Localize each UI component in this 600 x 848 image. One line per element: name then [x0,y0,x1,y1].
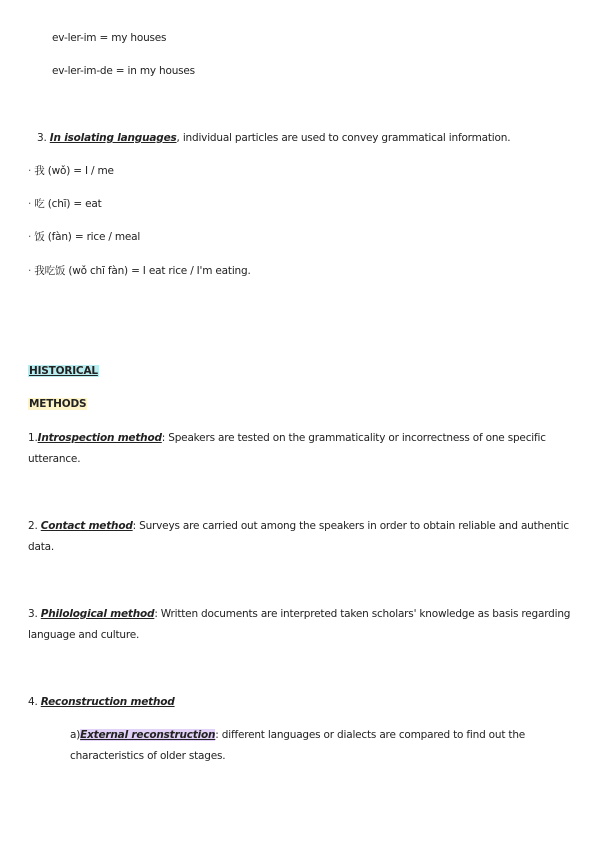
method-text: : Written documents are interpreted taken scholars' knowledge as basis regarding language and culture. [28,608,571,641]
isolating-languages-text: , individual particles are used to convey grammatical information. [176,132,511,144]
heading-historical [28,364,99,378]
method-term: Reconstruction method [40,696,175,708]
isolating-languages-paragraph [37,131,510,145]
list-number: 3. [37,132,47,144]
method-introspection [28,428,576,470]
chinese-example-text: 饭 (fàn) = rice / meal [34,231,141,243]
heading-methods-text: METHODS [29,398,87,410]
method-term: Contact method [40,520,133,532]
bullet: · [28,198,32,210]
example-line-2: ev-ler-im-de = in my houses [52,65,195,77]
method-contact [28,516,576,558]
external-reconstruction [70,725,570,767]
method-philological [28,604,576,646]
heading-historical-text: HISTORICAL [29,365,98,377]
heading-methods [28,397,87,411]
chinese-example-4 [28,264,251,278]
chinese-example-3 [28,230,140,244]
bullet: · [28,265,32,277]
list-number: 1. [28,432,38,444]
chinese-example-text: 我 (wǒ) = I / me [34,165,114,177]
chinese-example-text: 我吃饭 (wǒ chī fàn) = I eat rice / I'm eating. [34,265,251,277]
method-term: Introspection method [37,432,162,444]
bullet: · [28,231,32,243]
external-reconstruction-text: : different languages or dialects are compared to find out the characteristics of older stages. [70,729,526,762]
isolating-languages-term: In isolating languages [49,132,177,144]
list-number: 2. [28,520,38,532]
chinese-example-2 [28,197,102,211]
chinese-example-1 [28,164,114,178]
example-line-1: ev-ler-im = my houses [52,32,167,44]
list-number: 4. [28,696,38,708]
external-reconstruction-term: External reconstruction [80,729,216,741]
chinese-example-text: 吃 (chī) = eat [34,198,102,210]
method-text: : Speakers are tested on the grammaticality or incorrectness of one specific utterance. [28,432,546,465]
bullet: · [28,165,32,177]
method-reconstruction [28,695,175,709]
method-term: Philological method [40,608,155,620]
method-text: : Surveys are carried out among the speakers in order to obtain reliable and authentic data. [28,520,569,553]
list-number: 3. [28,608,38,620]
sub-item-label: a) [70,729,81,741]
